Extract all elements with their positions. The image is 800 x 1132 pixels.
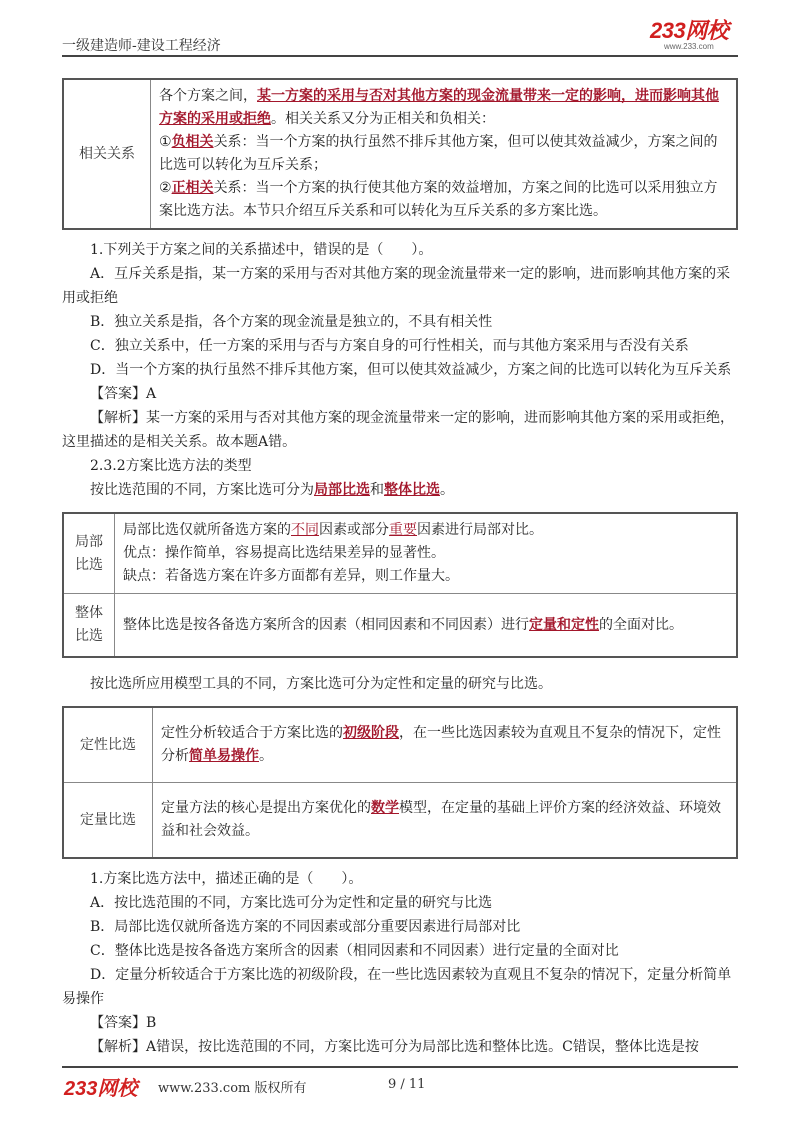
- quantitative-label: 定量比选: [63, 783, 153, 859]
- positive-correlation: ②正相关关系：当一个方案的执行使其他方案的效益增加，方案之间的比选可以采用独立方案比选方法。本节只介绍互斥关系和可以转化为互斥关系的多方案比选。: [159, 180, 718, 219]
- relation-label: 相关关系: [63, 79, 151, 229]
- local-comparison-description: 局部比选仅就所备选方案的不同因素或部分重要因素进行局部对比。 优点：操作简单，容易提高比选结果差异的显著性。 缺点：若备选方案在许多方面都有差异，则工作量大。: [115, 513, 738, 594]
- header-divider: [62, 55, 738, 57]
- question-2-option-b: B．局部比选仅就所备选方案的不同因素或部分重要因素进行局部对比: [90, 919, 521, 935]
- brand-logo-url: www.233.com: [664, 42, 714, 51]
- overall-comparison-description: 整体比选是按各备选方案所含的因素（相同因素和不同因素）进行定量和定性的全面对比。: [115, 594, 738, 658]
- footer-divider: [62, 1066, 738, 1068]
- question-1-answer: 【答案】A: [90, 386, 157, 402]
- question-2-option-a: A．按比选范围的不同，方案比选可分为定性和定量的研究与比选: [90, 895, 493, 911]
- page-content: [62, 78, 738, 1059]
- method-table: [62, 706, 738, 859]
- relation-definition: 各个方案之间，某一方案的采用与否对其他方案的现金流量带来一定的影响，进而影响其他方案的采用或拒绝。相关关系又分为正相关和负相关：: [159, 88, 719, 127]
- overall-comparison-label: 整体比选: [63, 594, 115, 658]
- negative-correlation: ①负相关关系：当一个方案的执行虽然不排斥其他方案，但可以使其效益减少，方案之间的比选可以转化为互斥关系；: [159, 134, 718, 173]
- question-2-option-d: D．定量分析较适合于方案比选的初级阶段，在一些比选因素较为直观且不复杂的情况下，定量分析简单易操作: [62, 967, 732, 1007]
- brand-logo-text: 233网校: [650, 18, 729, 43]
- quantitative-description: 定量方法的核心是提出方案优化的数学模型，在定量的基础上评价方案的经济效益、环境效益和社会效益。: [153, 783, 738, 859]
- question-2-answer: 【答案】B: [90, 1015, 157, 1031]
- question-1-option-a: A．互斥关系是指，某一方案的采用与否对其他方案的现金流量带来一定的影响，进而影响其他方案的采用或拒绝: [62, 266, 731, 306]
- question-2-stem: 1.方案比选方法中，描述正确的是（ ）。: [90, 871, 363, 887]
- qualitative-label: 定性比选: [63, 707, 153, 783]
- qualitative-description: 定性分析较适合于方案比选的初级阶段，在一些比选因素较为直观且不复杂的情况下，定性分析简单易操作。: [153, 707, 738, 783]
- relation-description: [151, 79, 738, 229]
- section-heading: 2.3.2方案比选方法的类型: [90, 458, 252, 474]
- question-1-stem: 1.下列关于方案之间的关系描述中，错误的是（ ）。: [90, 242, 433, 258]
- section-intro: 按比选范围的不同，方案比选可分为局部比选和整体比选。: [90, 482, 454, 498]
- page-number: 9 / 11: [388, 1077, 426, 1092]
- footer-site: www.233.com 版权所有: [158, 1081, 307, 1096]
- footer-logo: 233网校: [64, 1078, 138, 1100]
- brand-logo: [650, 20, 736, 50]
- question-2: [62, 867, 738, 1059]
- local-comparison-label: 局部比选: [63, 513, 115, 594]
- question-2-analysis: 【解析】A错误，按比选范围的不同，方案比选可分为局部比选和整体比选。C错误，整体比选是按: [90, 1039, 699, 1055]
- question-1-option-b: B．独立关系是指，各个方案的现金流量是独立的，不具有相关性: [90, 314, 493, 330]
- relation-table: [62, 78, 738, 230]
- question-1: [62, 238, 738, 454]
- header-title: 一级建造师-建设工程经济: [62, 38, 221, 54]
- question-2-option-c: C．整体比选是按各备选方案所含的因素（相同因素和不同因素）进行定量的全面对比: [90, 943, 619, 959]
- model-tool-text: 按比选所应用模型工具的不同，方案比选可分为定性和定量的研究与比选。: [90, 676, 552, 692]
- question-1-option-c: C．独立关系中，任一方案的采用与否与方案自身的可行性相关，而与其他方案采用与否没有关系: [90, 338, 689, 354]
- scope-table: [62, 512, 738, 658]
- question-1-option-d: D．当一个方案的执行虽然不排斥其他方案，但可以使其效益减少，方案之间的比选可以转化为互斥关系: [90, 362, 732, 378]
- question-1-analysis: 【解析】某一方案的采用与否对其他方案的现金流量带来一定的影响，进而影响其他方案的采用或拒绝，这里描述的是相关关系。故本题A错。: [62, 410, 734, 450]
